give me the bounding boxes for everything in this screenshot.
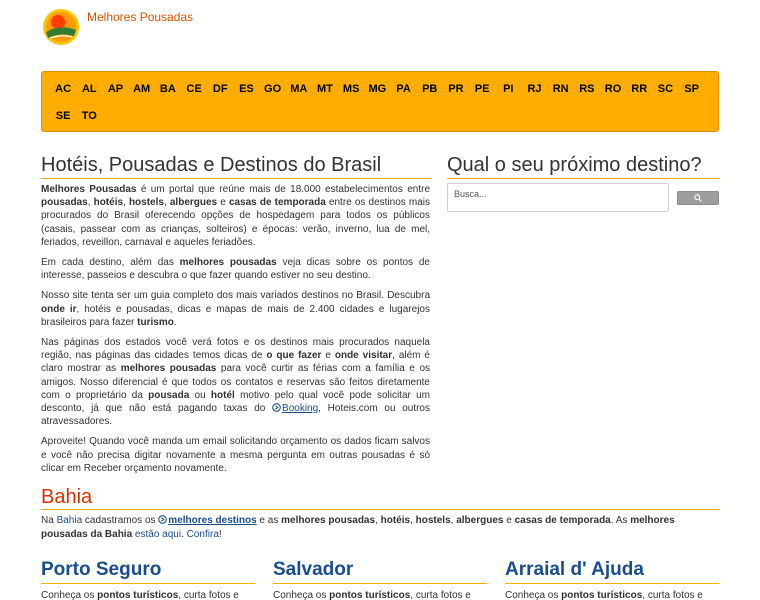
state-link[interactable]: RN [552,82,569,95]
state-link[interactable]: MG [368,82,387,95]
bold-text: albergues [456,515,504,526]
state-link[interactable]: PE [474,82,490,95]
bold-text: onde visitar [334,350,393,362]
text: veja dicas sobre os pontos de interesse, passeios e descubra o que fazer quando estiver no seu destino. [41,257,430,282]
text: motivo pelo qual você pode solicitar um desconto, já que não está pagando taxas do [41,389,430,415]
search-icon [694,194,702,202]
text: , hotéis e pousadas, dicas e mapas de mais de 2.400 cidades e lugarejos brasileiros para fazer [41,303,430,328]
site-name[interactable]: Melhores Pousadas [87,10,194,24]
bold-text: o que fazer [266,350,322,362]
text: . [181,528,187,540]
best-destinations-link[interactable] [168,515,256,526]
intro-paragraph-3 [41,289,430,329]
city-title[interactable]: Arraial d' Ajuda [505,559,644,580]
state-link[interactable]: SE [55,109,71,122]
search-input[interactable] [447,183,669,212]
text: Nosso site tenta ser um guia completo dos mais variados destinos no Brasil. Descubra [41,290,430,302]
text: , Hoteis.com ou outros atravessadores. [41,403,430,428]
city-snippet [273,590,487,600]
bold-text: melhores destinos [168,515,257,526]
state-link[interactable]: RO [604,82,622,95]
text: ! [218,528,222,540]
text: entre os destinos mais procurados do Brasil oferecendo opções de hospedagem para todos os públicos (casais, passear com as crianças, solteiros) e épocas: verão, inverno, lua de mel, feriados, reveillon, carnaval e aqueles feriadões. [41,197,430,248]
text: e [503,515,515,526]
city-card-salvador [273,559,487,600]
text: , [87,197,94,209]
search-title: Qual o seu próximo destino? [447,154,702,176]
bold-text: albergues [169,197,218,209]
text: , [123,197,129,209]
intro-text [41,183,430,482]
state-link[interactable]: PA [396,82,411,95]
state-link[interactable]: RS [579,82,595,95]
section-title-bahia: Bahia [41,486,93,508]
text: , [450,515,457,526]
bold-text: hotéis [93,197,124,209]
city-divider [41,583,255,584]
city-divider [505,583,719,584]
text: , curta fotos e [178,590,239,600]
state-link[interactable]: DF [212,82,228,95]
bold-text: hostels [128,197,164,209]
text: , além é claro mostrar as [41,350,430,375]
bold-text: melhores pousadas da Bahia [41,515,675,540]
state-link[interactable]: MA [290,82,308,95]
text: , [163,197,170,209]
state-link[interactable]: SC [657,82,674,95]
state-link[interactable]: AC [55,82,72,95]
bahia-description [41,514,719,542]
text: Conheça os [505,590,562,600]
bahia-here-link[interactable]: estão aqui [134,528,182,540]
bold-text: casas de temporada [514,515,611,526]
bold-text: melhores pousadas [281,515,376,526]
states-row-2 [50,102,710,129]
city-card-porto-seguro [41,559,255,600]
text: e as [256,515,282,526]
search-title-divider [447,178,719,179]
text: Conheça os [273,590,330,600]
external-link-icon [272,403,281,412]
bold-text: pontos turísticos [97,590,179,600]
text: e [217,197,229,209]
state-link[interactable]: RJ [527,82,542,95]
state-link[interactable]: TO [81,109,97,122]
bold-text: hotél [210,389,235,401]
state-link[interactable]: GO [264,82,282,95]
text: . [173,316,177,328]
bold-text: pontos turísticos [561,590,643,600]
site-header [42,8,193,48]
intro-paragraph-4 [41,336,430,428]
text: . As [610,515,631,526]
city-snippet [41,590,255,600]
city-card-arraial-d-ajuda [505,559,719,600]
state-link[interactable]: SP [684,82,699,95]
text: Nas páginas dos estados você verá fotos e os destinos mais procurados naquela região, nas páginas das cidades temos dicas de [41,337,430,362]
text: , curta fotos e [410,590,471,600]
state-link[interactable]: CE [186,82,202,95]
text: é um portal que reúne mais de 18.000 estabelecimentos entre [136,184,431,195]
bold-text: casas de temporada [228,197,326,209]
city-title[interactable]: Salvador [273,559,354,580]
state-link[interactable]: RR [631,82,648,95]
bold-text: pousadas [41,197,88,209]
text: Conheça os [41,590,98,600]
external-link-icon [158,515,167,524]
bold-text: hostels [415,515,451,526]
state-link[interactable]: AL [81,82,97,95]
text: cadastramos os [82,515,159,526]
intro-paragraph-5: Aproveite! Quando você manda um email solicitando orçamento os dados ficam salvos e você não precisa digitar novamente a mesma pergunta em outras pousadas é só clicar em Receber orçamento novamente. [41,436,430,474]
state-link[interactable]: MT [317,82,333,95]
bold-text: turismo [137,316,174,328]
booking-link[interactable]: Booking [282,403,319,415]
states-row-1 [50,75,710,102]
bahia-link[interactable]: Bahia [56,515,83,526]
state-link[interactable]: PB [422,82,438,95]
bold-text: melhores pousadas [179,257,277,269]
states-nav [41,71,719,132]
state-link[interactable]: BA [159,82,176,95]
city-title[interactable]: Porto Seguro [41,559,162,580]
text: Na [41,515,57,526]
text: , [375,515,381,526]
sun-logo-icon[interactable] [42,8,80,46]
state-link[interactable]: PR [448,82,464,95]
text: e [321,350,335,362]
text: ou [189,389,211,401]
text: para você curtir as férias com a família e os amigos. Nosso diferencial é que todos os contatos e reservas são feitos diretamente com o proprietário da [41,363,431,401]
state-link[interactable]: AP [107,82,124,95]
bold-text: Melhores Pousadas [41,184,137,195]
section-divider [41,509,719,510]
bold-text: onde ir [41,303,77,315]
bold-text: hotéis [380,515,411,526]
bahia-check-link[interactable]: Confira [186,528,219,540]
text: Em cada destino, além das [41,257,180,269]
page-title: Hotéis, Pousadas e Destinos do Brasil [41,154,382,176]
intro-paragraph-2 [41,256,430,282]
state-link[interactable]: AM [133,82,151,95]
state-link[interactable]: PI [503,82,514,95]
text: , curta fotos e [642,590,703,600]
bold-text: melhores pousadas [120,363,217,375]
text: , [410,515,416,526]
bold-text: pousada [148,389,190,401]
search-button[interactable] [677,191,719,205]
title-divider [41,178,431,179]
state-link[interactable]: MS [342,82,360,95]
city-snippet [505,590,719,600]
city-divider [273,583,487,584]
intro-paragraph-1 [41,183,430,249]
state-link[interactable]: ES [239,82,254,95]
bold-text: pontos turísticos [329,590,411,600]
